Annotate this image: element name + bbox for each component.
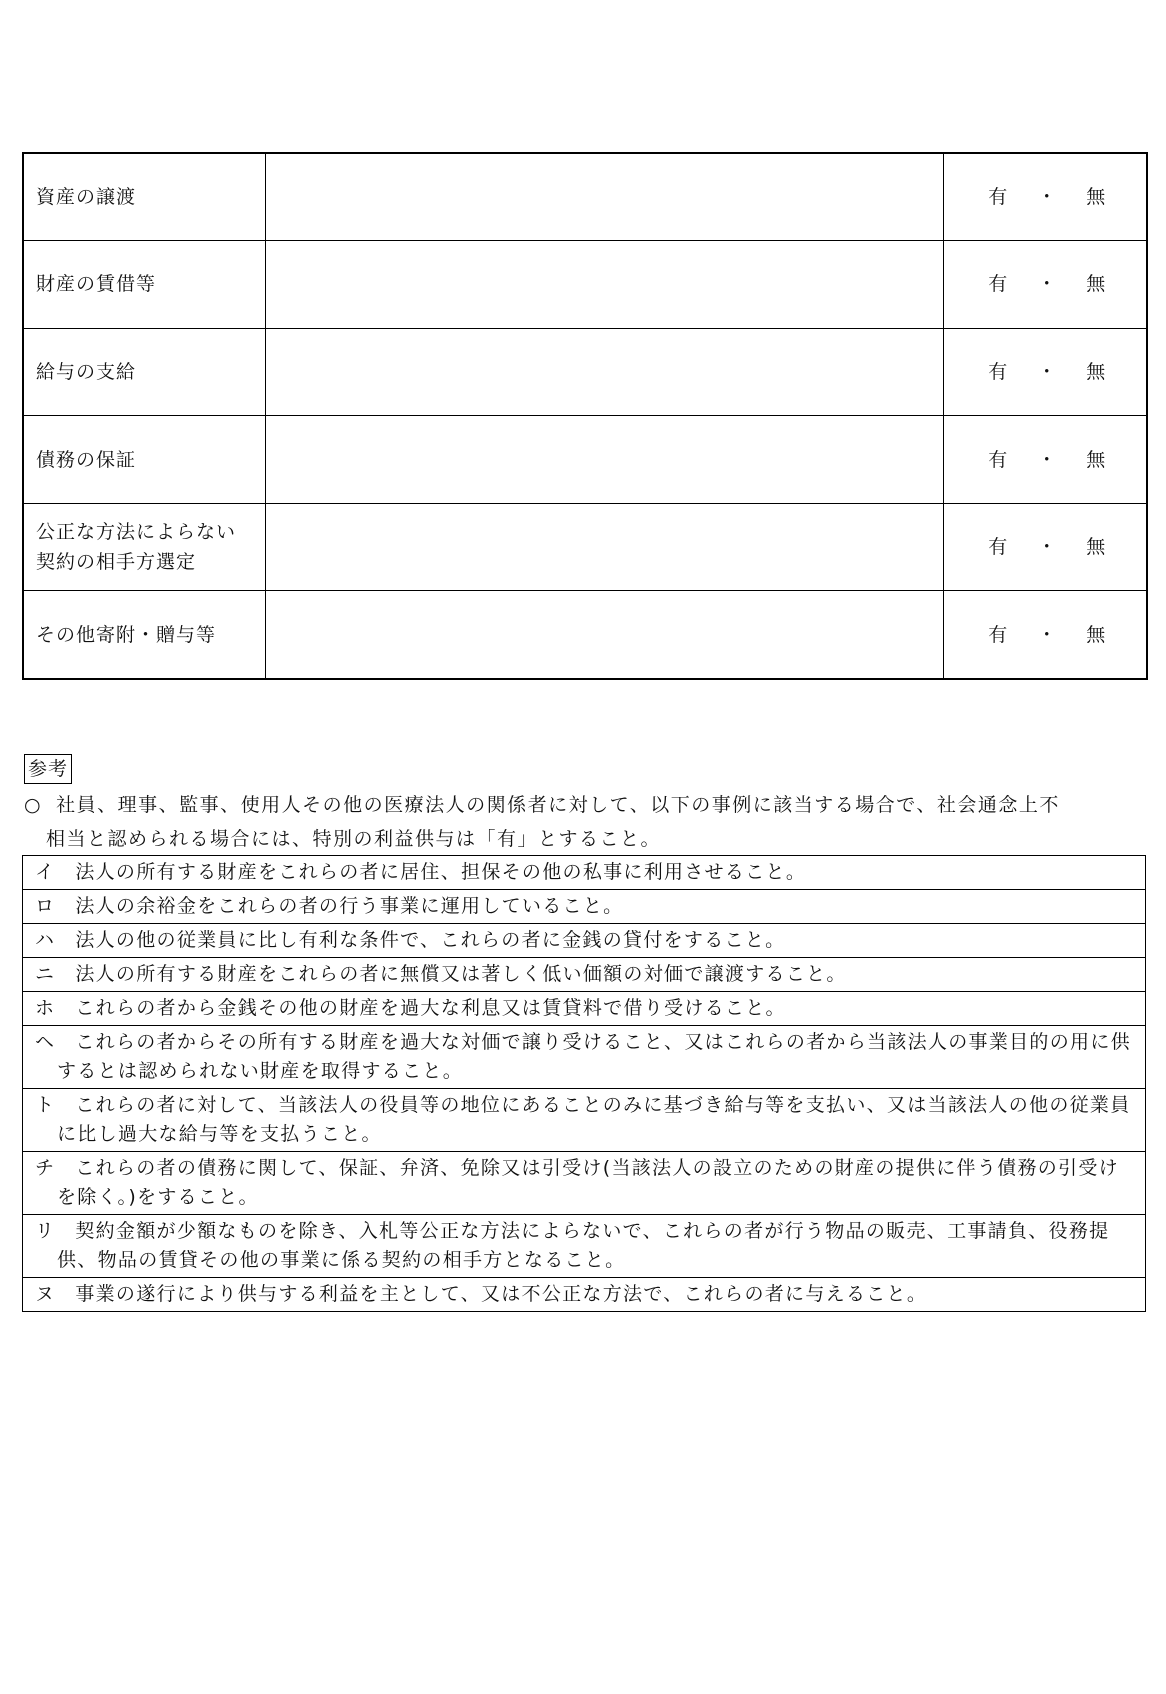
detail-cell[interactable] [265, 153, 943, 241]
yes-no-cell[interactable] [943, 241, 1147, 329]
example-text: 法人の余裕金をこれらの者の行う事業に運用していること。 [75, 895, 624, 917]
list-item [23, 1026, 1146, 1089]
item-label: 資産の譲渡 [23, 153, 265, 241]
example-text: これらの者に対して、当該法人の役員等の地位にあることのみに基づき給与等を支払い、又は当該法人の他の従業員に比し過大な給与等を支払うこと。 [57, 1094, 1131, 1145]
list-item [23, 924, 1146, 958]
example-text: 法人の他の従業員に比し有利な条件で、これらの者に金銭の貸付をすること。 [75, 929, 786, 951]
yes-option[interactable]: 有 [988, 360, 1008, 383]
item-label: 公正な方法によらない 契約の相手方選定 [23, 503, 265, 591]
detail-cell[interactable] [265, 503, 943, 591]
yes-option[interactable]: 有 [988, 186, 1008, 209]
example-text: 法人の所有する財産をこれらの者に居住、担保その他の私事に利用させること。 [75, 861, 807, 883]
example-table [22, 855, 1146, 1312]
reference-intro-line1: ○ 社員、理事、監事、使用人その他の医療法人の関係者に対して、以下の事例に該当する場合で、社会通念上不 [24, 794, 1060, 816]
example-key: ト [35, 1094, 56, 1116]
example-key: ヌ [35, 1283, 56, 1305]
example-text: 契約金額が少額なものを除き、入札等公正な方法によらないで、これらの者が行う物品の販売、工事請負、役務提供、物品の賃貸その他の事業に係る契約の相手方となること。 [57, 1220, 1110, 1271]
example-cell [23, 1152, 1146, 1215]
table-row [23, 241, 1147, 329]
no-option[interactable]: 無 [1086, 536, 1106, 559]
example-key: ヘ [35, 1031, 56, 1053]
no-option[interactable]: 無 [1086, 623, 1106, 646]
separator-dot: ・ [1037, 448, 1057, 471]
list-item [23, 1215, 1146, 1278]
example-key: ハ [35, 929, 56, 951]
yes-no-cell[interactable] [943, 591, 1147, 679]
example-text: これらの者の債務に関して、保証、弁済、免除又は引受け(当該法人の設立のための財産の提供に伴う債務の引受けを除く。)をすること。 [57, 1157, 1119, 1208]
yes-no-cell[interactable] [943, 503, 1147, 591]
benefit-table [22, 152, 1148, 680]
no-option[interactable]: 無 [1086, 448, 1106, 471]
yes-option[interactable]: 有 [988, 623, 1008, 646]
yes-option[interactable]: 有 [988, 536, 1008, 559]
example-cell [23, 958, 1146, 992]
example-text: これらの者から金銭その他の財産を過大な利息又は賃貸料で借り受けること。 [75, 997, 786, 1019]
item-label: その他寄附・贈与等 [23, 591, 265, 679]
reference-intro [24, 788, 1148, 856]
detail-cell[interactable] [265, 591, 943, 679]
list-item [23, 1278, 1146, 1312]
example-cell [23, 992, 1146, 1026]
detail-cell[interactable] [265, 416, 943, 504]
item-label: 給与の支給 [23, 328, 265, 416]
yes-option[interactable]: 有 [988, 448, 1008, 471]
list-item [23, 890, 1146, 924]
reference-intro-line2: 相当と認められる場合には、特別の利益供与は「有」とすること。 [46, 828, 662, 850]
example-key: チ [35, 1157, 56, 1179]
table-row [23, 328, 1147, 416]
no-option[interactable]: 無 [1086, 186, 1106, 209]
example-cell [23, 890, 1146, 924]
list-item [23, 992, 1146, 1026]
example-text: これらの者からその所有する財産を過大な対価で譲り受けること、又はこれらの者から当該法人の事業目的の用に供するとは認められない財産を取得すること。 [57, 1031, 1131, 1082]
example-cell [23, 1089, 1146, 1152]
list-item [23, 958, 1146, 992]
separator-dot: ・ [1037, 360, 1057, 383]
separator-dot: ・ [1037, 186, 1057, 209]
table-row [23, 153, 1147, 241]
list-item [23, 856, 1146, 890]
example-text: 法人の所有する財産をこれらの者に無償又は著しく低い価額の対価で譲渡すること。 [75, 963, 847, 985]
item-label: 財産の賃借等 [23, 241, 265, 329]
detail-cell[interactable] [265, 328, 943, 416]
example-cell [23, 1278, 1146, 1312]
detail-cell[interactable] [265, 241, 943, 329]
example-text: 事業の遂行により供与する利益を主として、又は不公正な方法で、これらの者に与えること。 [75, 1283, 928, 1305]
example-key: イ [35, 861, 56, 883]
example-key: ニ [35, 963, 56, 985]
example-cell [23, 856, 1146, 890]
circle-bullet-icon: ○ [24, 794, 43, 816]
reference-label: 参考 [24, 754, 72, 784]
yes-no-cell[interactable] [943, 153, 1147, 241]
item-label: 債務の保証 [23, 416, 265, 504]
example-cell [23, 1026, 1146, 1089]
separator-dot: ・ [1037, 273, 1057, 296]
separator-dot: ・ [1037, 536, 1057, 559]
no-option[interactable]: 無 [1086, 273, 1106, 296]
list-item [23, 1089, 1146, 1152]
yes-no-cell[interactable] [943, 416, 1147, 504]
example-cell [23, 924, 1146, 958]
yes-option[interactable]: 有 [988, 273, 1008, 296]
separator-dot: ・ [1037, 623, 1057, 646]
table-row [23, 503, 1147, 591]
example-cell [23, 1215, 1146, 1278]
example-key: リ [35, 1220, 56, 1242]
table-row [23, 416, 1147, 504]
no-option[interactable]: 無 [1086, 360, 1106, 383]
yes-no-cell[interactable] [943, 328, 1147, 416]
list-item [23, 1152, 1146, 1215]
table-row [23, 591, 1147, 679]
example-key: ロ [35, 895, 56, 917]
example-key: ホ [35, 997, 56, 1019]
